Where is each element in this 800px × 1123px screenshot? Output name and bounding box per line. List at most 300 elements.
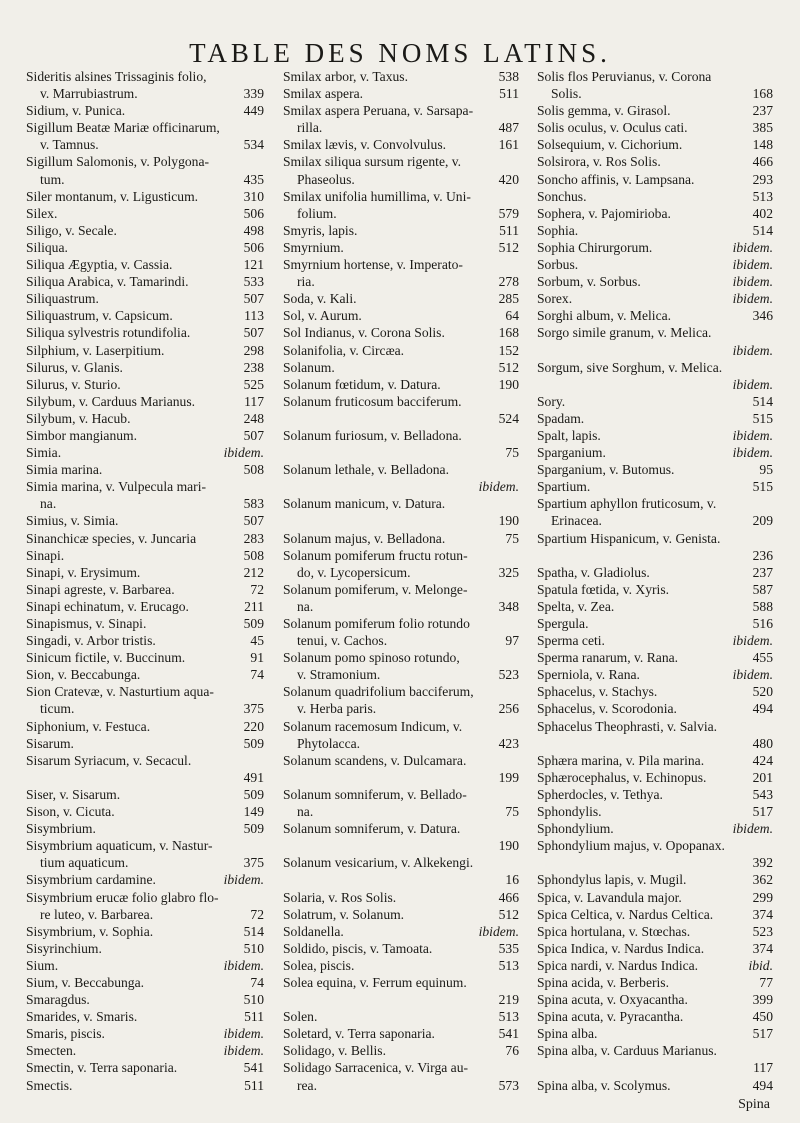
entry-text: Siligo, v. Secale.	[26, 222, 117, 238]
entry-page: 236	[752, 547, 773, 563]
entry-text: Spergula.	[537, 616, 589, 631]
entry-text: Sideritis alsines Trissaginis folio,	[26, 69, 207, 84]
entry-text: Sinapi agreste, v. Barbarea.	[26, 581, 175, 597]
index-entry	[26, 564, 264, 581]
entry-page	[260, 752, 264, 769]
index-entry	[283, 1008, 519, 1025]
index-entry	[283, 940, 519, 957]
entry-text: Sigillum Salomonis, v. Polygona-	[26, 154, 210, 170]
entry-text: Solanum.	[283, 359, 335, 375]
entry-page	[769, 495, 773, 512]
index-entry	[537, 957, 773, 974]
entry-text: Spina alba, v. Scolymus.	[537, 1077, 671, 1093]
entry-page: 283	[243, 530, 264, 546]
entry-text: Sphærocephalus, v. Echinopus.	[537, 769, 707, 785]
index-entry	[283, 188, 519, 205]
index-entry	[283, 889, 519, 906]
index-entry	[283, 376, 519, 393]
entry-page	[515, 256, 519, 273]
entry-text: Spica nardi, v. Nardus Indica.	[537, 957, 699, 973]
index-entry	[537, 803, 773, 820]
index-entry	[26, 581, 264, 598]
index-entry	[537, 512, 773, 529]
entry-text: ria.	[297, 274, 315, 290]
entry-text: tum.	[40, 171, 65, 187]
entry-page: 498	[243, 222, 264, 238]
entry-text: Siliqua Ægyptia, v. Cassia.	[26, 257, 173, 273]
index-entry	[26, 1008, 264, 1025]
entry-page: ibidem.	[732, 445, 773, 461]
index-entry	[537, 581, 773, 598]
catchword: Spina	[738, 1097, 770, 1112]
index-entry	[283, 906, 519, 923]
index-entry	[26, 1059, 264, 1076]
index-entry	[26, 393, 264, 410]
entry-page: 310	[243, 188, 264, 204]
entry-text: Sorgum, sive Sorghum, v. Melica.	[537, 359, 723, 375]
entry-text: Smyris, lapis.	[283, 222, 358, 238]
index-entry	[26, 256, 264, 273]
entry-text: v. Tamnus.	[40, 137, 99, 153]
entry-text: Spica Indica, v. Nardus Indica.	[537, 940, 705, 956]
entry-page: 455	[752, 650, 773, 666]
entry-page	[260, 478, 264, 495]
index-entry	[26, 854, 264, 871]
entry-page: 74	[250, 974, 264, 990]
entry-page: 256	[498, 701, 519, 717]
entry-page: 76	[505, 1043, 519, 1059]
entry-text: Sisymbrium erucæ folio glabro flo-	[26, 889, 219, 905]
entry-text: Solsequium, v. Cichorium.	[537, 137, 683, 153]
entry-text: Sinapismus, v. Sinapi.	[26, 616, 147, 631]
entry-text: Siliquastrum.	[26, 291, 99, 307]
entry-page: 117	[244, 393, 264, 409]
index-entry	[537, 889, 773, 906]
entry-page: 72	[250, 906, 264, 922]
entry-text: Sphacelus Theophrasti, v. Salvia.	[537, 718, 718, 734]
index-entry	[26, 1042, 264, 1059]
entry-text: Smilax lævis, v. Convolvulus.	[283, 137, 447, 153]
index-entry	[26, 102, 264, 119]
entry-page: 517	[752, 1026, 773, 1042]
entry-text: Simia marina.	[26, 462, 103, 478]
entry-page: 579	[498, 205, 519, 221]
entry-page: 424	[752, 752, 773, 768]
index-entry	[26, 359, 264, 376]
entry-text: re luteo, v. Barbarea.	[40, 906, 154, 922]
entry-text: Sisymbrium cardamine.	[26, 872, 156, 888]
entry-text: Silurus, v. Sturio.	[26, 376, 121, 392]
index-entry	[283, 564, 519, 581]
index-entry	[283, 1059, 519, 1076]
entry-text: Soldanella.	[283, 923, 344, 939]
index-entry	[26, 615, 264, 632]
index-entry	[283, 273, 519, 290]
entry-page: 74	[250, 667, 264, 683]
index-entry	[283, 410, 519, 427]
index-entry	[26, 923, 264, 940]
entry-page: ibidem.	[223, 1026, 264, 1042]
index-entry	[537, 495, 773, 512]
entry-text: Sisarum Syriacum, v. Secacul.	[26, 752, 192, 768]
entry-text: Solanum quadrifolium bacciferum,	[283, 684, 474, 700]
index-entry	[537, 700, 773, 717]
index-entry	[283, 752, 519, 769]
index-entry	[26, 119, 264, 136]
entry-page	[515, 102, 519, 119]
index-entry	[26, 478, 264, 495]
entry-text: Siliqua.	[26, 239, 68, 255]
index-entry	[537, 427, 773, 444]
entry-text: rilla.	[297, 120, 323, 136]
index-entry	[537, 820, 773, 837]
entry-page: 399	[752, 992, 773, 1008]
entry-page: 511	[499, 222, 519, 238]
entry-text: Sinicum fictile, v. Buccinum.	[26, 650, 186, 666]
entry-page: ibidem.	[732, 342, 773, 358]
entry-text: Sphæra marina, v. Pila marina.	[537, 752, 705, 768]
entry-text: Sperma ranarum, v. Rana.	[537, 650, 679, 666]
entry-page: 190	[498, 376, 519, 392]
index-entry	[537, 1042, 773, 1059]
index-entry	[537, 752, 773, 769]
entry-page: 511	[244, 1009, 264, 1025]
entry-text: Solanum pomiferum folio rotundo	[283, 616, 470, 631]
entry-text: Sisymbrium aquaticum, v. Nastur-	[26, 838, 213, 854]
entry-page: 385	[752, 120, 773, 136]
entry-page: 45	[250, 633, 264, 649]
entry-text: Sperma ceti.	[537, 633, 605, 649]
index-entry	[537, 666, 773, 683]
entry-text: Sinanchicæ species, v. Juncaria	[26, 530, 197, 546]
entry-text: Sphacelus, v. Stachys.	[537, 684, 658, 700]
entry-page: 523	[498, 667, 519, 683]
entry-page: 507	[243, 325, 264, 341]
entry-page: 219	[498, 992, 519, 1008]
entry-page: 339	[243, 86, 264, 102]
entry-page: 325	[498, 564, 519, 580]
index-entry	[283, 547, 519, 564]
entry-text: Solanum fruticosum bacciferum.	[283, 393, 462, 409]
entry-page	[260, 889, 264, 906]
entry-text: Solis gemma, v. Girasol.	[537, 103, 671, 119]
index-entry	[537, 615, 773, 632]
index-entry	[26, 700, 264, 717]
index-entry	[537, 153, 773, 170]
index-entry	[283, 530, 519, 547]
entry-page: 512	[498, 359, 519, 375]
index-entry	[26, 940, 264, 957]
entry-page	[515, 188, 519, 205]
index-entry	[26, 871, 264, 888]
entry-page	[769, 718, 773, 735]
entry-page: 508	[243, 462, 264, 478]
entry-text: Sonchus.	[537, 188, 587, 204]
index-entry	[283, 820, 519, 837]
index-entry	[26, 1025, 264, 1042]
entry-page	[515, 393, 519, 410]
entry-text: Solis.	[551, 86, 582, 102]
entry-page: 201	[752, 769, 773, 785]
entry-text: Spina acuta, v. Oxyacantha.	[537, 992, 688, 1008]
entry-text: Solanum manicum, v. Datura.	[283, 496, 446, 512]
entry-page: 168	[498, 325, 519, 341]
index-entry	[283, 136, 519, 153]
entry-page: 541	[498, 1026, 519, 1042]
index-entry	[26, 649, 264, 666]
entry-page: ibidem.	[223, 1043, 264, 1059]
entry-page	[515, 649, 519, 666]
entry-text: Spica Celtica, v. Nardus Celtica.	[537, 906, 714, 922]
entry-page	[515, 153, 519, 170]
entry-text: Sorghi album, v. Melica.	[537, 308, 672, 324]
entry-text: Silurus, v. Glanis.	[26, 359, 123, 375]
entry-text: Siliquastrum, v. Capsicum.	[26, 308, 173, 324]
entry-page: 64	[505, 308, 519, 324]
index-entry	[26, 495, 264, 512]
entry-page: 75	[505, 804, 519, 820]
index-entry	[537, 273, 773, 290]
entry-text: Solanum somniferum, v. Bellado-	[283, 786, 467, 802]
index-entry	[283, 239, 519, 256]
entry-text: Solen.	[283, 1009, 318, 1025]
index-entry	[26, 410, 264, 427]
index-entry	[283, 307, 519, 324]
entry-page: ibidem.	[732, 633, 773, 649]
index-entry	[537, 632, 773, 649]
entry-text: Simia.	[26, 445, 62, 461]
entry-text: Spartium.	[537, 479, 591, 495]
entry-page: ibid.	[748, 957, 773, 973]
entry-page: 512	[498, 239, 519, 255]
index-entry	[537, 649, 773, 666]
index-entry	[537, 1059, 773, 1076]
index-entry	[537, 324, 773, 341]
entry-page: ibidem.	[223, 957, 264, 973]
index-column-1	[26, 68, 264, 1094]
entry-text: Simia marina, v. Vulpecula mari-	[26, 479, 207, 495]
index-entry	[26, 735, 264, 752]
index-entry	[283, 290, 519, 307]
entry-text: Solidago, v. Bellis.	[283, 1043, 386, 1059]
index-entry	[26, 307, 264, 324]
index-entry	[283, 444, 519, 461]
entry-page: 97	[505, 633, 519, 649]
entry-page: 510	[243, 992, 264, 1008]
entry-page: 507	[243, 427, 264, 443]
entry-page: 583	[243, 496, 264, 512]
index-entry	[283, 735, 519, 752]
entry-text: Smilax arbor, v. Taxus.	[283, 69, 408, 84]
index-entry	[537, 136, 773, 153]
index-entry	[283, 683, 519, 700]
index-entry	[283, 85, 519, 102]
index-entry	[26, 1077, 264, 1094]
index-entry	[26, 85, 264, 102]
entry-page	[260, 683, 264, 700]
entry-page: 72	[250, 581, 264, 597]
index-entry	[537, 735, 773, 752]
entry-page	[769, 359, 773, 376]
entry-page: 75	[505, 445, 519, 461]
index-entry	[537, 598, 773, 615]
index-entry	[26, 752, 264, 769]
entry-text: Solanum furiosum, v. Belladona.	[283, 427, 462, 443]
index-entry	[537, 974, 773, 991]
index-entry	[537, 222, 773, 239]
index-entry	[26, 444, 264, 461]
index-entry	[283, 837, 519, 854]
entry-text: Smarides, v. Smaris.	[26, 1009, 138, 1025]
entry-text: Soletard, v. Terra saponaria.	[283, 1026, 435, 1042]
entry-page: 543	[752, 786, 773, 802]
entry-text: Solanum lethale, v. Belladona.	[283, 462, 449, 478]
entry-text: Smaragdus.	[26, 992, 90, 1008]
entry-text: Erinacea.	[551, 513, 602, 529]
entry-page: 520	[752, 684, 773, 700]
entry-text: rea.	[297, 1077, 317, 1093]
index-entry	[26, 889, 264, 906]
entry-page	[515, 683, 519, 700]
entry-text: Sigillum Beatæ Mariæ officinarum,	[26, 120, 220, 136]
entry-page: 117	[753, 1060, 773, 1076]
entry-page	[769, 530, 773, 547]
entry-text: Sisyrinchium.	[26, 940, 102, 956]
entry-text: Simius, v. Simia.	[26, 513, 119, 529]
entry-text: Sperniola, v. Rana.	[537, 667, 640, 683]
index-entry	[26, 820, 264, 837]
index-entry	[283, 461, 519, 478]
index-entry	[26, 769, 264, 786]
entry-text: Spelta, v. Zea.	[537, 598, 615, 614]
entry-page: 523	[752, 923, 773, 939]
entry-text: Sium.	[26, 957, 59, 973]
index-entry	[537, 102, 773, 119]
index-entry	[537, 683, 773, 700]
entry-text: Smilax siliqua sursum rigente, v.	[283, 154, 462, 170]
index-entry	[26, 974, 264, 991]
entry-text: Solidago Sarracenica, v. Virga au-	[283, 1060, 469, 1076]
index-entry	[537, 239, 773, 256]
entry-page: 285	[498, 291, 519, 307]
entry-page: 510	[243, 940, 264, 956]
index-entry	[283, 598, 519, 615]
entry-page: 513	[498, 1009, 519, 1025]
index-entry	[283, 1077, 519, 1094]
entry-page	[769, 837, 773, 854]
entry-page: 515	[752, 410, 773, 426]
index-entry	[26, 957, 264, 974]
entry-page	[769, 324, 773, 341]
index-entry	[26, 342, 264, 359]
entry-page: 346	[752, 308, 773, 324]
entry-text: Sparganium.	[537, 445, 606, 461]
entry-page: 91	[250, 650, 264, 666]
entry-page: 513	[752, 188, 773, 204]
index-entry	[283, 649, 519, 666]
entry-page: 506	[243, 205, 264, 221]
entry-page: 509	[243, 735, 264, 751]
entry-page: 199	[498, 769, 519, 785]
entry-page: 299	[752, 889, 773, 905]
entry-page: 212	[243, 564, 264, 580]
entry-page	[260, 837, 264, 854]
index-entry	[537, 1025, 773, 1042]
entry-text: Solanum racemosum Indicum, v.	[283, 718, 463, 734]
index-entry	[26, 136, 264, 153]
entry-text: Simbor mangianum.	[26, 427, 138, 443]
index-entry	[537, 530, 773, 547]
entry-text: Solea, piscis.	[283, 957, 355, 973]
entry-page	[769, 68, 773, 85]
entry-page: ibidem.	[732, 821, 773, 837]
entry-page: 534	[243, 137, 264, 153]
entry-text: Spica hortulana, v. Stœchas.	[537, 923, 691, 939]
index-entry	[537, 991, 773, 1008]
entry-text: v. Herba paris.	[297, 701, 377, 717]
entry-text: tium aquaticum.	[40, 855, 129, 871]
entry-page: 508	[243, 547, 264, 563]
index-entry	[283, 632, 519, 649]
entry-text: Sphacelus, v. Scorodonia.	[537, 701, 677, 717]
index-entry	[537, 68, 773, 85]
entry-text: Soncho affinis, v. Lampsana.	[537, 171, 695, 187]
entry-text: Sphondylium majus, v. Opopanax.	[537, 838, 725, 854]
index-entry	[283, 615, 519, 632]
entry-text: ticum.	[40, 701, 75, 717]
entry-page: 513	[498, 957, 519, 973]
index-entry	[283, 222, 519, 239]
index-entry	[283, 393, 519, 410]
index-entry	[537, 376, 773, 393]
index-entry	[283, 495, 519, 512]
entry-page	[515, 1059, 519, 1076]
entry-text: Solis oculus, v. Oculus cati.	[537, 120, 688, 136]
entry-text: Solanum fœtidum, v. Datura.	[283, 376, 441, 392]
entry-text: Sophia Chirurgorum.	[537, 239, 653, 255]
index-entry	[283, 427, 519, 444]
index-entry	[283, 923, 519, 940]
index-entry	[537, 854, 773, 871]
entry-text: Sorbum, v. Sorbus.	[537, 274, 641, 290]
entry-page: 423	[498, 735, 519, 751]
index-entry	[537, 906, 773, 923]
entry-text: Sium, v. Beccabunga.	[26, 974, 145, 990]
entry-text: folium.	[297, 205, 337, 221]
entry-page: 487	[498, 120, 519, 136]
entry-text: v. Stramonium.	[297, 667, 381, 683]
index-entry	[26, 222, 264, 239]
index-entry	[537, 769, 773, 786]
index-entry	[283, 153, 519, 170]
entry-text: Sison, v. Cicuta.	[26, 804, 115, 820]
entry-text: Sorbus.	[537, 257, 579, 273]
entry-text: Siphonium, v. Festuca.	[26, 718, 151, 734]
entry-text: Sphondylis.	[537, 804, 602, 820]
index-entry	[26, 376, 264, 393]
entry-page: 190	[498, 513, 519, 529]
index-entry	[537, 85, 773, 102]
index-entry	[537, 359, 773, 376]
entry-page: 491	[243, 769, 264, 785]
index-entry	[283, 324, 519, 341]
index-entry	[537, 410, 773, 427]
index-entry	[26, 786, 264, 803]
index-entry	[283, 102, 519, 119]
entry-page: 293	[752, 171, 773, 187]
index-entry	[283, 359, 519, 376]
entry-page: ibidem.	[732, 291, 773, 307]
